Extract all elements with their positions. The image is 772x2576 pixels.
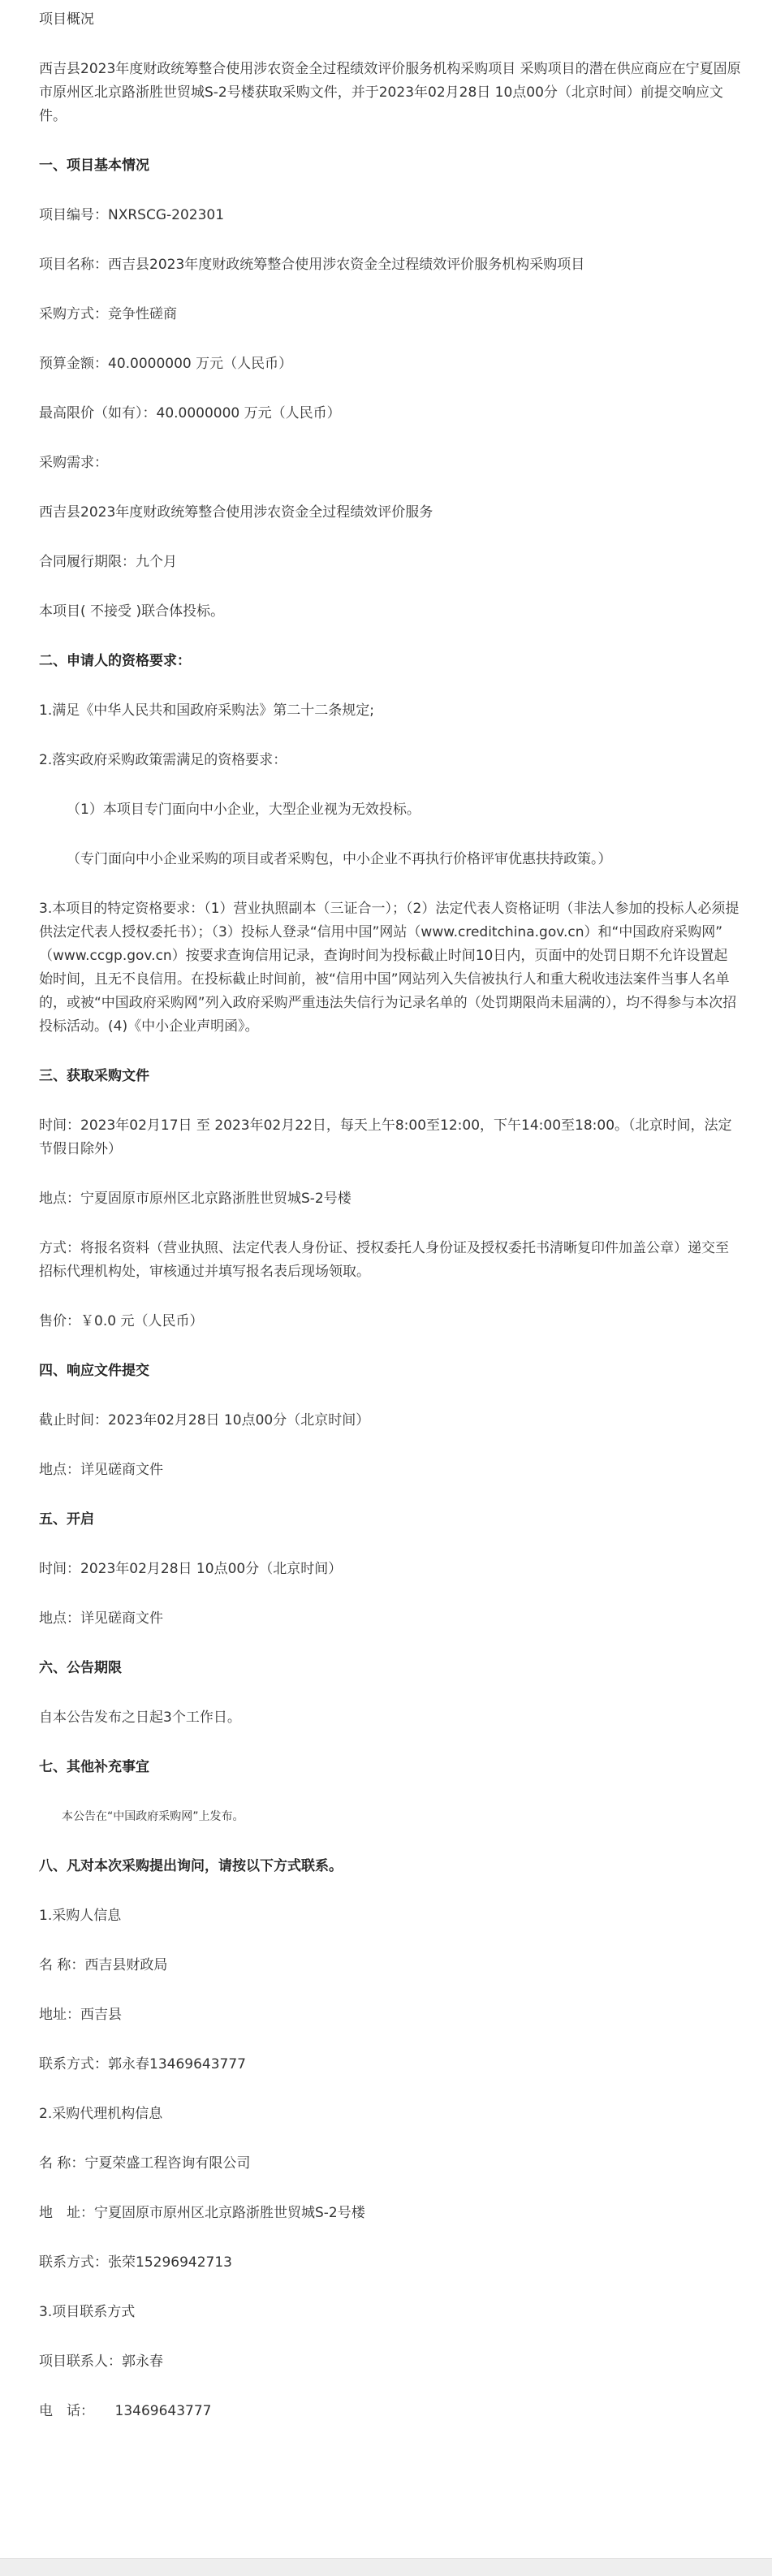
announcement-document xyxy=(39,0,741,2423)
acquire-way: 方式：将报名资料（营业执照、法定代表人身份证、授权委托人身份证及授权委托书清晰复印件加盖公章）递交至招标代理机构处，审核通过并填写报名表后现场领取。 xyxy=(39,1240,729,1280)
section-6-title: 六、公告期限 xyxy=(39,1660,122,1676)
agency-address: 地 址：宁夏固原市原州区北京路浙胜世贸城S-2号楼 xyxy=(39,2205,365,2221)
section-7-title: 七、其他补充事宜 xyxy=(39,1759,149,1775)
acquire-time: 时间：2023年02月17日 至 2023年02月22日，每天上午8:00至12:00，下午14:00至18:00。（北京时间，法定节假日除外） xyxy=(39,1117,732,1157)
opening-time: 时间：2023年02月28日 10点00分（北京时间） xyxy=(39,1561,343,1577)
agency-name: 名 称：宁夏荣盛工程咨询有限公司 xyxy=(39,2155,251,2172)
budget-amount: 预算金额：40.0000000 万元（人民币） xyxy=(39,356,293,372)
purchaser-info-title: 1.采购人信息 xyxy=(39,1908,122,1924)
max-price: 最高限价（如有）：40.0000000 万元（人民币） xyxy=(39,405,341,421)
supplementary-note: 本公告在“中国政府采购网”上发布。 xyxy=(62,1810,244,1823)
opening-place: 地点：详见磋商文件 xyxy=(39,1610,163,1627)
notice-period: 自本公告发布之日起3个工作日。 xyxy=(39,1709,241,1726)
purchaser-contact: 联系方式：郭永春13469643777 xyxy=(39,2056,246,2072)
purchaser-name: 名 称：西吉县财政局 xyxy=(39,1957,168,1973)
project-number: 项目编号：NXRSCG-202301 xyxy=(39,207,225,223)
qualification-item-2b: （专门面向中小企业采购的项目或者采购包，中小企业不再执行价格评审优惠扶持政策。） xyxy=(67,851,612,867)
project-name: 项目名称：西吉县2023年度财政统筹整合使用涉农资金全过程绩效评价服务机构采购项目 xyxy=(39,257,585,273)
demand-label: 采购需求： xyxy=(39,455,108,471)
procurement-method: 采购方式：竞争性磋商 xyxy=(39,306,177,322)
contract-term: 合同履行期限：九个月 xyxy=(39,554,177,570)
section-4-title: 四、响应文件提交 xyxy=(39,1363,149,1379)
consortium-note: 本项目( 不接受 )联合体投标。 xyxy=(39,603,225,620)
project-contact-person: 项目联系人：郭永春 xyxy=(39,2353,163,2370)
acquire-price: 售价：￥0.0 元（人民币） xyxy=(39,1313,204,1329)
qualification-item-3: 3.本项目的特定资格要求：（1）营业执照副本（三证合一）；（2）法定代表人资格证明（非法人参加的投标人必须提供法定代表人授权委托书）；（3）投标人登录“信用中国”网站（www.creditchina.gov.cn）和“中国政府采购网” （www.ccgp.gov.cn）按要求查询信用记录，查询时间为投标截止时间10日内，页面中的处罚日期不允许设置起始时间，且无不良信用。在投标截止时间前，被“信用中国”网站列入失信被执行人和重大税收违法案件当事人名单的，或被“中国政府采购网”列入政府采购严重违法失信行为记录名单的（处罚期限尚未届满的），均不得参与本次招投标活动。(4)《中小企业声明函》。 xyxy=(39,901,740,1035)
purchaser-address: 地址：西吉县 xyxy=(39,2007,122,2023)
section-5-title: 五、开启 xyxy=(39,1511,94,1528)
submission-place: 地点：详见磋商文件 xyxy=(39,1462,163,1478)
qualification-item-1: 1.满足《中华人民共和国政府采购法》第二十二条规定; xyxy=(39,702,374,719)
overview-text: 西吉县2023年度财政统筹整合使用涉农资金全过程绩效评价服务机构采购项目 采购项目的潜在供应商应在宁夏固原市原州区北京路浙胜世贸城S-2号楼获取采购文件，并于2023年02月28日 10点00分（北京时间）前提交响应文件。 xyxy=(39,61,741,124)
page-bottom-bar xyxy=(0,2558,772,2576)
acquire-place: 地点：宁夏固原市原州区北京路浙胜世贸城S-2号楼 xyxy=(39,1191,351,1207)
section-2-title: 二、申请人的资格要求： xyxy=(39,653,191,669)
section-1-title: 一、项目基本情况 xyxy=(39,158,149,174)
qualification-item-2a: （1）本项目专门面向中小企业，大型企业视为无效投标。 xyxy=(67,802,421,818)
submission-deadline: 截止时间：2023年02月28日 10点00分（北京时间） xyxy=(39,1412,370,1428)
qualification-item-2: 2.落实政府采购政策需满足的资格要求： xyxy=(39,752,287,768)
demand-text: 西吉县2023年度财政统筹整合使用涉农资金全过程绩效评价服务 xyxy=(39,504,433,521)
agency-contact: 联系方式：张荣15296942713 xyxy=(39,2254,232,2271)
project-contact-phone: 电 话： 13469643777 xyxy=(39,2403,212,2419)
section-3-title: 三、获取采购文件 xyxy=(39,1068,149,1084)
agency-info-title: 2.采购代理机构信息 xyxy=(39,2106,163,2122)
project-contact-title: 3.项目联系方式 xyxy=(39,2304,136,2320)
overview-heading: 项目概况 xyxy=(39,11,94,28)
section-8-title: 八、凡对本次采购提出询问，请按以下方式联系。 xyxy=(39,1858,343,1874)
